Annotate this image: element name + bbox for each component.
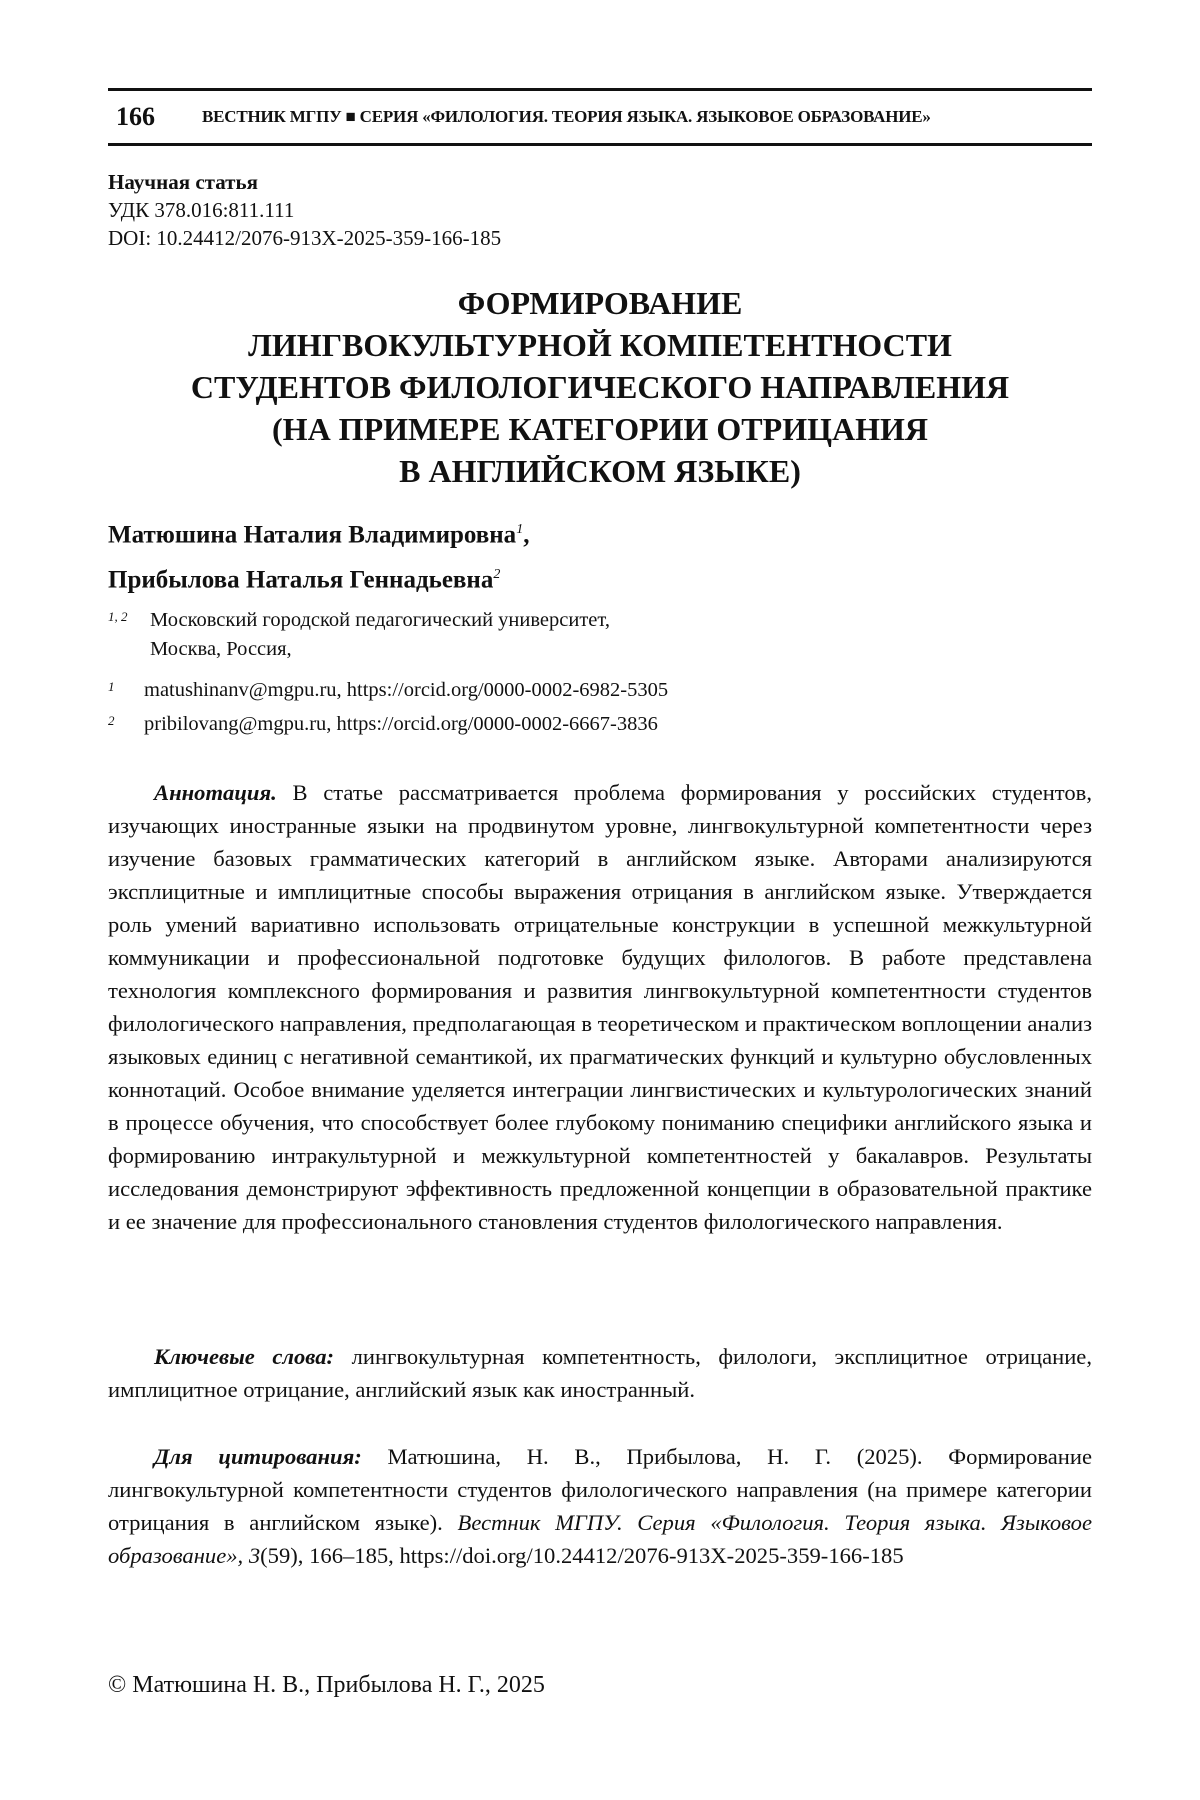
contact-mark: 2	[108, 713, 115, 728]
author-separator: ,	[523, 521, 530, 549]
article-meta	[108, 168, 501, 252]
citation-journal: Вестник МГПУ. Серия «Филология. Теория языка. Языковое образование», 3	[108, 1510, 1092, 1568]
article-type: Научная статья	[108, 170, 258, 194]
contact-mark: 1	[108, 679, 115, 694]
title-line: В АНГЛИЙСКОМ ЯЗЫКЕ)	[399, 453, 801, 489]
author-mark: 1	[516, 522, 524, 537]
doi: DOI: 10.24412/2076-913X-2025-359-166-185	[108, 226, 502, 250]
keywords	[108, 1340, 1092, 1406]
citation-text-2: (59), 166–185, https://doi.org/10.24412/2076-913X-2025-359-166-185	[260, 1543, 904, 1568]
author-name: Матюшина Наталия Владимировна	[108, 521, 517, 549]
abstract-text: В статье рассматривается проблема формирования у российских студентов, изучающих иностранные языки на продвинутом уровне, лингвокультурной компетентности через изучение базовых грамматических категорий в английском языке. Авторами анализируются эксплицитные и имплицитные способы выражения отрицания в английском языке. Утверждается роль умений вариативно использовать отрицательные конструкции в успешной межкультурной коммуникации и профессиональной подготовке будущих филологов. В работе представлена технология комплексного формирования и развития лингвокультурной компетентности студентов филологического направления, предполагающая в теоретическом и практическом воплощении анализ языковых единиц с негативной семантикой, их прагматических функций и культурно обусловленных коннотаций. Особое внимание уделяется интеграции лингвистических и культурологических знаний в процессе обучения, что способствует более глубокому пониманию специфики английского языка и формированию интракультурной и межкультурной компетентностей у бакалавров. Результаты исследования демонстрируют эффективность предложенной концепции в образовательной практике и ее значение для профессионального становления студентов филологического направления.	[108, 780, 1092, 1234]
journal-title: ВЕСТНИК МГПУ ■ СЕРИЯ «ФИЛОЛОГИЯ. ТЕОРИЯ ЯЗЫКА. ЯЗЫКОВОЕ ОБРАЗОВАНИЕ»	[202, 107, 931, 126]
running-head	[108, 88, 1092, 146]
title-line: (НА ПРИМЕРЕ КАТЕГОРИИ ОТРИЦАНИЯ	[272, 411, 928, 447]
affiliation-line: Московский городской педагогический университет,	[150, 609, 610, 631]
author	[108, 510, 529, 555]
affiliation-line: Москва, Россия,	[150, 638, 292, 660]
citation-label: Для цитирования:	[154, 1444, 362, 1469]
author-mark: 2	[493, 567, 501, 583]
page-number: 166	[116, 102, 155, 131]
title-line: ЛИНГВОКУЛЬТУРНОЙ КОМПЕТЕНТНОСТИ	[248, 327, 952, 363]
citation-text: Матюшина, Н. В., Прибылова, Н. Г. (2025). Формирование лингвокультурной компетентности студентов филологического направления (на примере категории отрицания в английском языке).	[108, 1444, 1092, 1535]
author-list	[108, 510, 529, 601]
citation	[108, 1440, 1092, 1572]
title-line: СТУДЕНТОВ ФИЛОЛОГИЧЕСКОГО НАПРАВЛЕНИЯ	[190, 369, 1010, 405]
copyright: © Матюшина Н. В., Прибылова Н. Г., 2025	[108, 1672, 545, 1698]
affiliation	[108, 606, 610, 664]
abstract	[108, 776, 1092, 1238]
abstract-label: Аннотация.	[154, 780, 277, 805]
contact-text: matushinanv@mgpu.ru, https://orcid.org/0000-0002-6982-5305	[144, 679, 669, 701]
udk-code: УДК 378.016:811.111	[108, 198, 295, 222]
title-line: ФОРМИРОВАНИЕ	[457, 285, 743, 321]
affiliation-mark: 1, 2	[108, 609, 128, 624]
article-title	[108, 282, 1092, 492]
contact-2	[108, 710, 658, 739]
author	[108, 555, 529, 600]
keywords-label: Ключевые слова:	[154, 1344, 335, 1369]
author-name: Прибылова Наталья Геннадьевна	[108, 566, 494, 594]
contact-1	[108, 676, 668, 705]
keywords-text: лингвокультурная компетентность, филологи, эксплицитное отрицание, имплицитное отрицание, английский язык как иностранный.	[108, 1344, 1092, 1402]
contact-text: pribilovang@mgpu.ru, https://orcid.org/0000-0002-6667-3836	[144, 713, 658, 735]
